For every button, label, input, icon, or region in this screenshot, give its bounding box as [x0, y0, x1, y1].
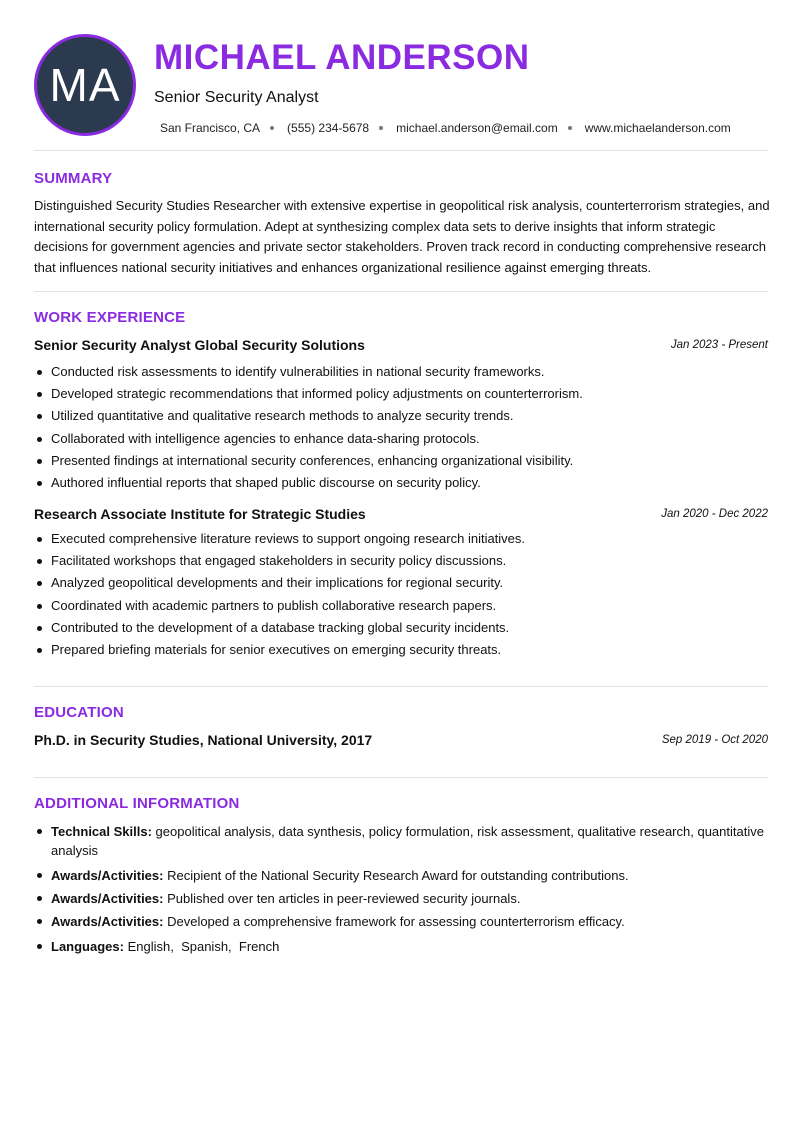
resume-header [34, 34, 768, 138]
list-item: Analyzed geopolitical developments and their implications for regional security. [34, 574, 768, 596]
list-item: Collaborated with intelligence agencies to enhance data-sharing protocols. [34, 430, 768, 452]
education-heading: EDUCATION [34, 704, 124, 721]
contact-line [160, 121, 731, 135]
list-item: Developed strategic recommendations that informed policy adjustments on counterterrorism. [34, 385, 768, 407]
job-dates: Jan 2023 - Present [670, 339, 768, 351]
education-entry [34, 732, 768, 752]
list-item: Facilitated workshops that engaged stakeholders in security policy discussions. [34, 552, 768, 574]
list-item [34, 889, 768, 908]
job-dates: Jan 2020 - Dec 2022 [661, 508, 768, 520]
separator-dot-icon [270, 126, 274, 130]
list-item: Presented findings at international security conferences, enhancing organizational visibility. [34, 452, 768, 474]
item-label: Awards/Activities: [51, 914, 164, 929]
item-text: Recipient of the National Security Research Award for outstanding contributions. [167, 868, 629, 883]
contact-email[interactable]: michael.anderson@email.com [396, 121, 558, 135]
item-label: Technical Skills: [51, 824, 152, 839]
list-item: Contributed to the development of a database tracking global security incidents. [34, 619, 768, 641]
additional-heading: ADDITIONAL INFORMATION [34, 795, 240, 812]
job-title: Senior Security Analyst Global Security Solutions [34, 337, 365, 353]
job-header [34, 506, 768, 526]
education-degree: Ph.D. in Security Studies, National University, 2017 [34, 732, 373, 748]
list-item: Prepared briefing materials for senior executives on emerging security threats. [34, 641, 768, 663]
job-bullet-list [34, 530, 768, 663]
item-text: Published over ten articles in peer-reviewed security journals. [167, 891, 521, 906]
candidate-role: Senior Security Analyst [154, 89, 319, 106]
contact-phone: (555) 234-5678 [287, 121, 370, 135]
contact-location: San Francisco, CA [160, 121, 261, 135]
contact-website[interactable]: www.michaelanderson.com [584, 121, 731, 135]
item-text: geopolitical analysis, data synthesis, policy formulation, risk assessment, qualitative research, quantitative analysis [51, 824, 764, 858]
list-item [34, 822, 768, 860]
item-label: Awards/Activities: [51, 891, 164, 906]
divider [34, 150, 768, 151]
experience-heading: WORK EXPERIENCE [34, 309, 186, 326]
avatar-initials: MA [49, 59, 121, 111]
separator-dot-icon [379, 126, 383, 130]
additional-list [34, 822, 768, 956]
list-item: Authored influential reports that shaped public discourse on security policy. [34, 474, 768, 496]
list-item: Coordinated with academic partners to publish collaborative research papers. [34, 597, 768, 619]
list-item: Conducted risk assessments to identify vulnerabilities in national security frameworks. [34, 363, 768, 385]
divider [34, 686, 768, 687]
list-item [34, 866, 768, 885]
job-bullet-list [34, 363, 768, 496]
list-item [34, 937, 768, 956]
divider [34, 777, 768, 778]
item-text: English, Spanish, French [127, 939, 280, 954]
avatar [34, 34, 136, 136]
item-label: Awards/Activities: [51, 868, 164, 883]
job-header [34, 337, 768, 357]
divider [34, 291, 768, 292]
education-dates: Sep 2019 - Oct 2020 [661, 734, 768, 746]
list-item: Executed comprehensive literature reviews to support ongoing research initiatives. [34, 530, 768, 552]
candidate-name: MICHAEL ANDERSON [154, 38, 530, 77]
summary-text: Distinguished Security Studies Researcher with extensive expertise in geopolitical risk analysis, counterterrorism strategies, and international security policy formulation. Adept at synthesizing complex data sets to derive insights that inform strategic decisions for government agencies and private sector stakeholders. Proven track record in conducting comprehensive research that influences national security initiatives and enhances organizational resilience against emerging threats. [34, 198, 770, 275]
list-item [34, 912, 768, 931]
list-item: Utilized quantitative and qualitative research methods to analyze security trends. [34, 407, 768, 429]
separator-dot-icon [568, 126, 572, 130]
summary-heading: SUMMARY [34, 170, 113, 187]
job-title: Research Associate Institute for Strategic Studies [34, 506, 366, 522]
item-text: Developed a comprehensive framework for assessing counterterrorism efficacy. [167, 914, 625, 929]
item-label: Languages: [51, 939, 124, 954]
